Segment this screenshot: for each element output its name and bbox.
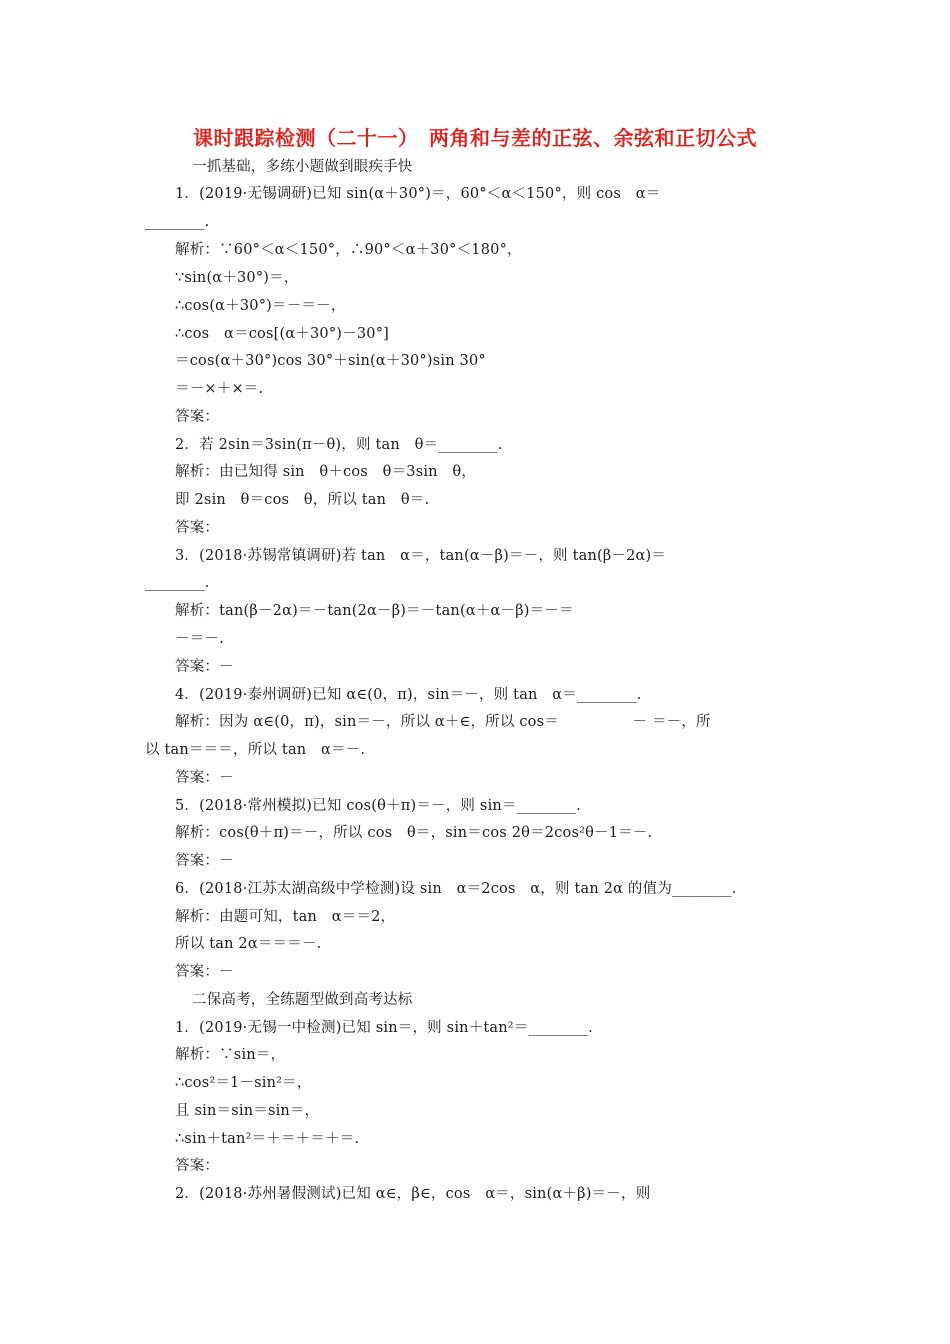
text-line: 解析：由已知得 sin θ＋cos θ＝3sin θ，: [175, 464, 477, 480]
text-line: 1．(2019·无锡一中检测)已知 sin＝，则 sin＋tan²＝________.: [175, 1020, 593, 1036]
text-line: 答案：: [175, 409, 220, 425]
text-line: 答案：: [175, 520, 220, 536]
text-line: 6．(2018·江苏太湖高级中学检测)设 sin α＝2cos α，则 tan 2α 的值为________.: [175, 881, 737, 897]
text-line: 答案：－: [175, 770, 234, 786]
text-line: 即 2sin θ＝cos θ，所以 tan θ＝.: [175, 492, 430, 508]
text-line: 解析：tan(β－2α)＝－tan(2α－β)＝－tan(α＋α－β)＝－＝: [175, 603, 574, 619]
text-line: 答案：: [175, 1158, 220, 1174]
text-line: ________.: [145, 214, 210, 230]
text-line: 解析：因为 α∈(0，π)，sin＝－，所以 α＋∈，所以 cos＝ － ＝－，所: [175, 714, 711, 730]
text-line: ∴cos(α＋30°)＝－＝－，: [175, 298, 346, 314]
text-line: 解析：cos(θ＋π)＝－，所以 cos θ＝，sin＝cos 2θ＝2cos²θ－1＝－.: [175, 825, 653, 841]
text-line: ＝cos(α＋30°)cos 30°＋sin(α＋30°)sin 30°: [175, 353, 486, 369]
text-line: 二保高考，全练题型做到高考达标: [192, 992, 413, 1008]
text-line: ________.: [145, 575, 210, 591]
text-line: 答案：－: [175, 659, 234, 675]
text-line: ∵sin(α＋30°)＝，: [175, 270, 299, 286]
text-line: 解析：∵sin＝，: [175, 1047, 286, 1063]
text-line: 答案：－: [175, 964, 234, 980]
text-line: 2．(2018·苏州暑假测试)已知 α∈，β∈，cos α＝，sin(α＋β)＝－，则: [175, 1186, 651, 1202]
text-line: 2．若 2sin＝3sin(π－θ)，则 tan θ＝________.: [175, 437, 503, 453]
text-line: ∴cos α＝cos[(α＋30°)－30°]: [175, 326, 390, 342]
text-line: 所以 tan 2α＝＝＝－.: [175, 936, 322, 952]
text-line: －＝－.: [175, 631, 224, 647]
text-line: 4．(2019·泰州调研)已知 α∈(0，π)，sin＝－，则 tan α＝________.: [175, 687, 642, 703]
text-line: 解析：∵60°＜α＜150°，∴90°＜α＋30°＜180°，: [175, 242, 522, 258]
document-title: 课时跟踪检测（二十一） 两角和与差的正弦、余弦和正切公式: [193, 126, 757, 150]
text-line: 且 sin＝sin＝sin＝，: [175, 1103, 320, 1119]
text-line: 解析：由题可知，tan α＝＝2，: [175, 909, 396, 925]
text-line: 以 tan＝＝＝，所以 tan α＝－.: [145, 742, 366, 758]
text-line: ∴sin＋tan²＝＋＝＋＝＋＝.: [175, 1131, 360, 1147]
text-line: 答案：－: [175, 853, 234, 869]
text-line: 一抓基础，多练小题做到眼疾手快: [192, 159, 413, 175]
text-line: 5．(2018·常州模拟)已知 cos(θ＋π)＝－，则 sin＝________.: [175, 798, 582, 814]
text-line: 3．(2018·苏锡常镇调研)若 tan α＝，tan(α－β)＝－，则 tan(β－2α)＝: [175, 548, 667, 564]
text-line: 1．(2019·无锡调研)已知 sin(α＋30°)＝，60°＜α＜150°，则 cos α＝: [175, 186, 661, 202]
text-line: ＝－×＋×＝.: [175, 381, 264, 397]
text-line: ∴cos²＝1－sin²＝，: [175, 1075, 312, 1091]
